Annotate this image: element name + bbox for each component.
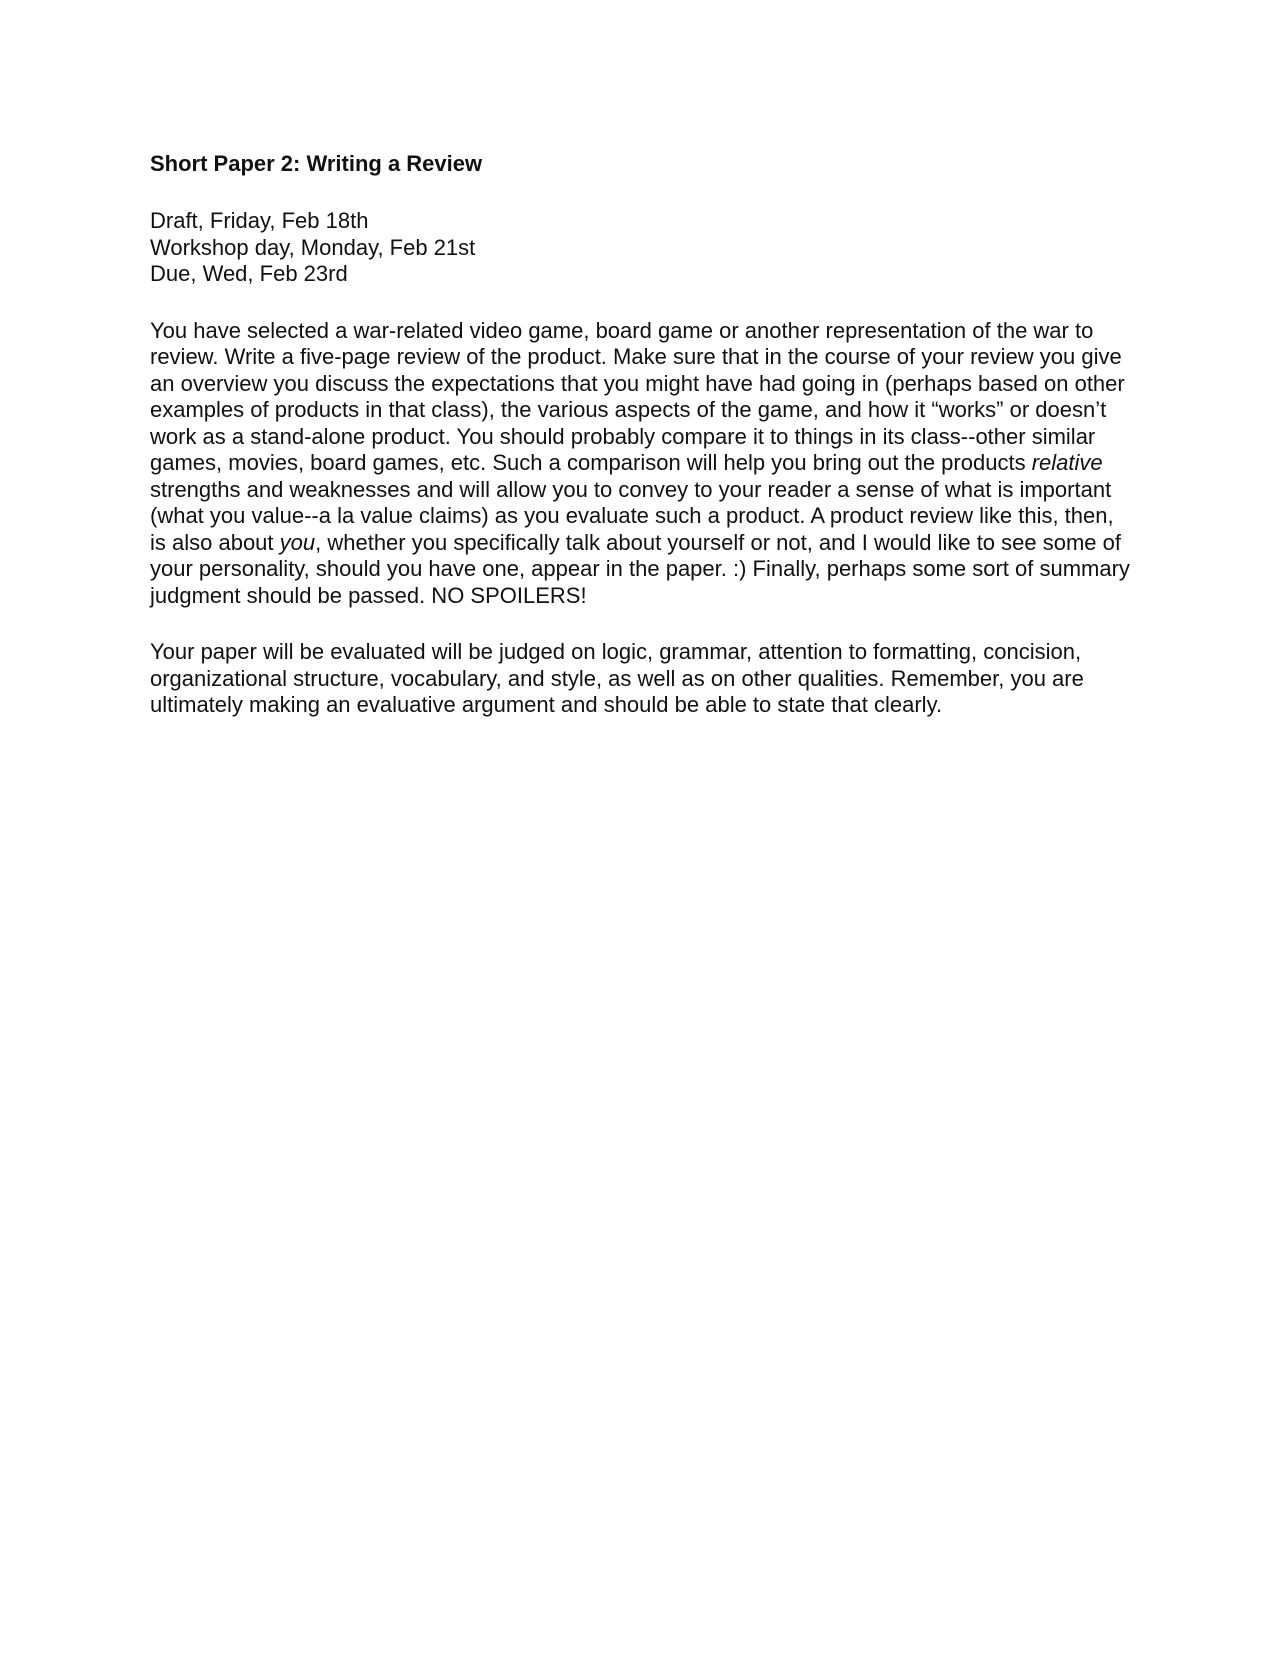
emphasis-you: you [279, 529, 316, 555]
assignment-description [150, 318, 1132, 610]
draft-date: Draft, Friday, Feb 18th [150, 208, 369, 233]
description-text-2: strengths and weaknesses and will allow you to convey to your reader a sense of what is important (what you value--a la value claims) as you evaluate such a product. A product review like this, then, is also about [150, 476, 1114, 555]
workshop-date: Workshop day, Monday, Feb 21st [150, 234, 476, 260]
emphasis-relative: relative [1031, 450, 1103, 475]
evaluation-criteria: Your paper will be evaluated will be judged on logic, grammar, attention to formatting, concision, organizational structure, vocabulary, and style, as well as on other qualities. Remember, you are ultimately making an evaluative argument and should be able to state that clearly. [150, 639, 1084, 717]
document-body [150, 150, 1132, 749]
description-text-1: You have selected a war-related video game, board game or another representation of the war to review. Write a five-page review of the product. Make sure that in the course of your review you give an overview you discuss the expectations that you might have had going in (perhaps based on other examples of products in that class), the various aspects of the game, and how it “works” or doesn’t work as a stand-alone product. You should probably compare it to things in its class--other similar games, movies, board games, etc. Such a comparison will help you bring out the products [150, 317, 1125, 475]
schedule-dates [150, 208, 1132, 288]
document-title: Short Paper 2: Writing a Review [150, 151, 483, 176]
due-date: Due, Wed, Feb 23rd [150, 261, 348, 286]
description-text-3: , whether you specifically talk about yourself or not, and I would like to see some of your personality, should you have one, appear in the paper. :) Finally, perhaps some sort of summary judgment should be passed. NO SPOILERS! [150, 529, 1130, 608]
